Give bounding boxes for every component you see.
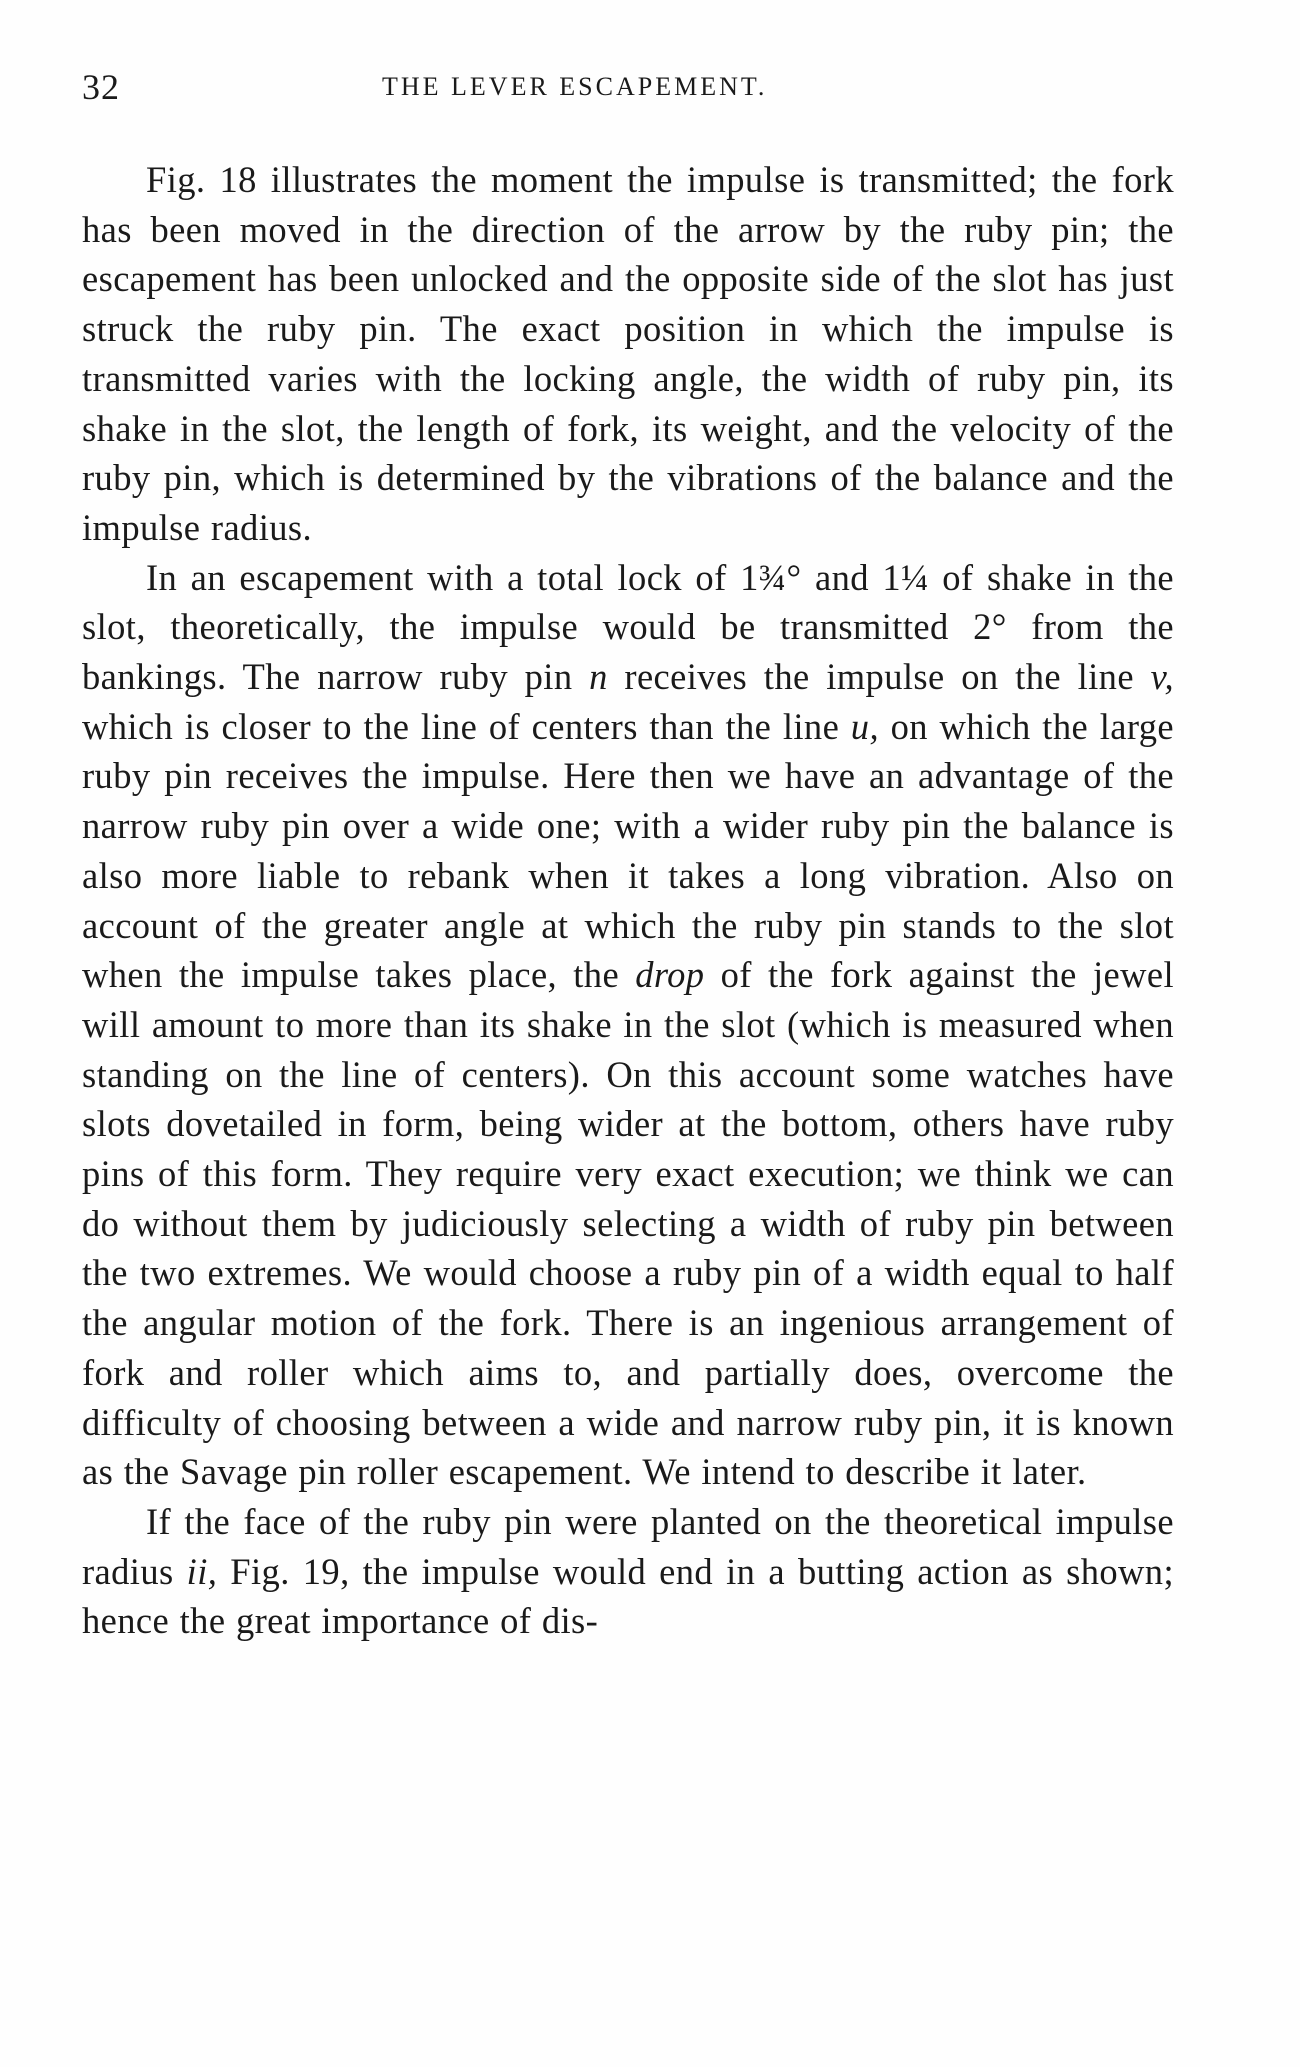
label-ii: ii, [186,1550,218,1592]
page-number: 32 [82,67,120,107]
body-text [82,155,1174,1646]
page-header [82,66,1182,116]
paragraph-2 [82,553,1174,1497]
paragraph-2-text-b: receives the impulse on the line [607,656,1151,698]
paragraph-3-text-a: If the face of the ruby pin were planted on the theoretical impulse radius [82,1500,1174,1592]
paragraph-2-text-c: which is closer to the line of centers than the line [82,705,851,747]
running-head: THE LEVER ESCAPEMENT. [382,72,768,101]
label-v: v, [1150,656,1174,698]
label-u: u, [850,705,879,747]
paragraph-3 [82,1497,1174,1646]
paragraph-3-text-b: Fig. 19, the impulse would end in a butting action as shown; hence the great importance of dis- [82,1550,1174,1642]
paragraph-2-text-d: on which the large ruby pin receives the impulse. Here then we have an advantage of the narrow ruby pin over a wide one; with a wider ruby pin the balance is also more liable to rebank when it takes a long vibration. Also on account of the greater angle at which the ruby pin stands to the slot when the impulse takes place, the [82,705,1174,996]
paragraph-1-text: Fig. 18 illustrates the moment the impulse is transmitted; the fork has been moved in the direction of the arrow by the ruby pin; the escapement has been unlocked and the opposite side of the slot has just struck the ruby pin. The exact position in which the impulse is transmitted varies with the locking angle, the width of ruby pin, its shake in the slot, the length of fork, its weight, and the velocity of the ruby pin, which is determined by the vibrations of the balance and the impulse radius. [82,159,1174,548]
term-drop: drop [635,954,705,996]
paragraph-1 [82,155,1174,553]
paragraph-2-text-a: In an escapement with a total lock of 1¾° and 1¼ of shake in the slot, theoretically, the impulse would be transmitted 2° from the bankings. The narrow ruby pin [82,556,1174,698]
paragraph-2-text-e: of the fork against the jewel will amount to more than its shake in the slot (which is measured when standing on the line of centers). On this account some watches have slots dovetailed in form, being wider at the bottom, others have ruby pins of this form. They require very exact execution; we think we can do without them by judiciously selecting a width of ruby pin between the two extremes. We would choose a ruby pin of a width equal to half the angular motion of the fork. There is an ingenious arrangement of fork and roller which aims to, and partially does, overcome the difficulty of choosing between a wide and narrow ruby pin, it is known as the Savage pin roller escapement. We intend to describe it later. [82,954,1174,1493]
label-n: n [589,656,608,698]
